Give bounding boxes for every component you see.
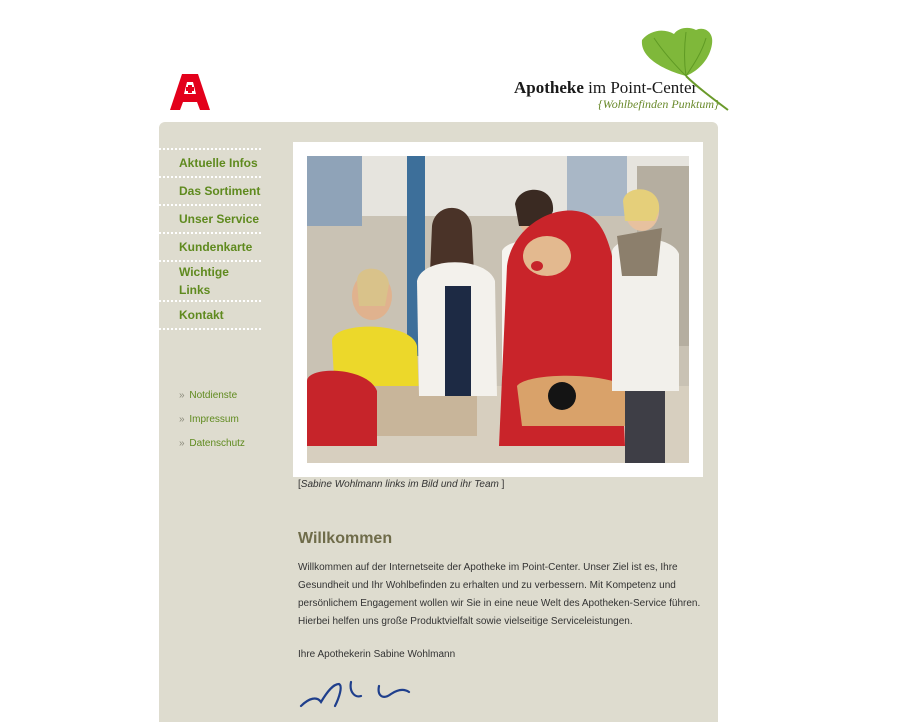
photo-caption: [Sabine Wohlmann links im Bild und ihr Team ] — [298, 479, 505, 490]
nav-item-kundenkarte[interactable]: Kundenkarte — [159, 232, 261, 260]
welcome-signoff: Ihre Apothekerin Sabine Wohlmann — [298, 649, 456, 660]
ginkgo-leaf-icon — [634, 24, 734, 114]
secondary-nav — [179, 390, 245, 462]
welcome-text: Willkommen auf der Internetseite der Apotheke im Point-Center. Unser Ziel ist es, Ihre Gesundheit und Ihr Wohlbefinden zu erhalten und zu verbessern. Mit Kompetenz und persönlichem Engagement wollen wir Sie in eine neue Welt des Apotheken-Service führen. Hierbei helfen uns große Produktvielfalt sowie vielseitige Serviceleistungen. — [298, 562, 701, 627]
signature-image — [299, 678, 419, 708]
nav-item-das-sortiment[interactable]: Das Sortiment — [159, 176, 261, 204]
apotheke-a-icon[interactable] — [170, 72, 210, 112]
welcome-heading: Willkommen — [298, 530, 393, 547]
content-panel — [159, 122, 718, 722]
team-photo-frame — [293, 142, 703, 477]
nav-item-kontakt[interactable]: Kontakt — [159, 300, 261, 330]
main-nav — [159, 148, 261, 330]
brand-tagline: {Wohlbefinden Punktum} — [598, 97, 719, 111]
nav-item-wichtige-links[interactable]: Wichtige Links — [159, 260, 261, 300]
brand-name: Apotheke im Point-Center — [514, 78, 698, 97]
link-impressum[interactable]: » Impressum — [179, 414, 239, 425]
link-notdienste[interactable]: » Notdienste — [179, 390, 238, 401]
link-datenschutz[interactable]: » Datenschutz — [179, 438, 245, 449]
nav-item-unser-service[interactable]: Unser Service — [159, 204, 261, 232]
nav-item-aktuelle-infos[interactable]: Aktuelle Infos — [159, 148, 261, 176]
team-photo — [307, 156, 689, 463]
site-header — [0, 0, 900, 122]
